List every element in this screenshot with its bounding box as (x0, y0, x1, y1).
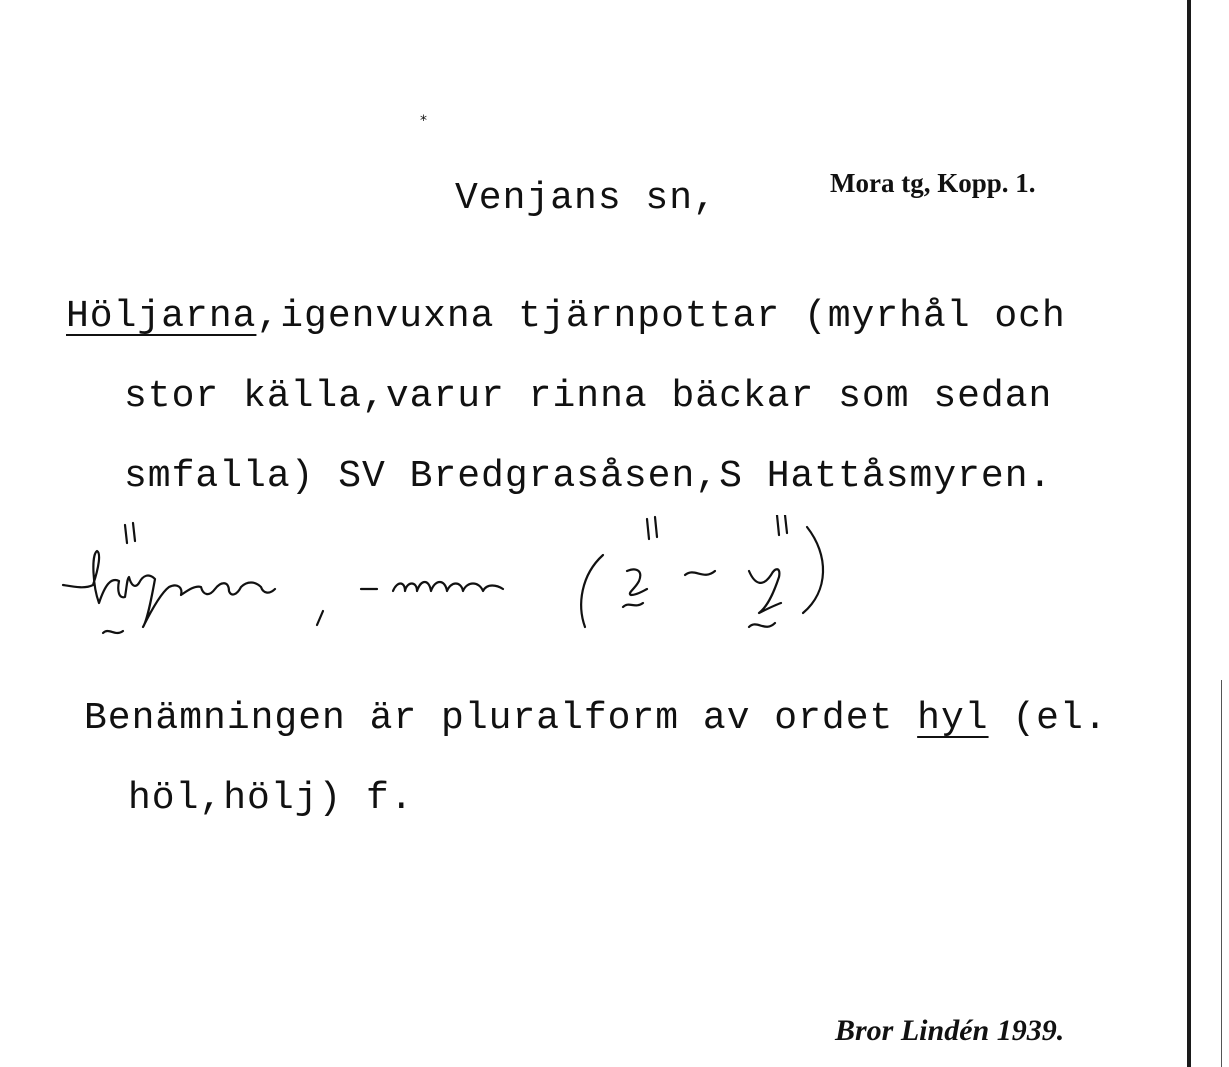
entry-line-1-rest: ,igenvuxna tjärnpottar (myrhål och (256, 295, 1066, 338)
note-line-1-post: (el. (988, 697, 1108, 740)
ink-speck: * (420, 113, 427, 129)
card-edge-thin (1221, 680, 1222, 1067)
entry-line-2: stor källa,varur rinna bäckar som sedan (124, 375, 1053, 418)
entry-line-1 (66, 295, 1066, 338)
entry-line-3: smfalla) SV Bredgrasåsen,S Hattåsmyren. (124, 455, 1053, 498)
handwritten-pronunciation (55, 515, 845, 655)
note-line-1-pre: Benämningen är pluralform av ordet (84, 697, 918, 740)
parish-name: Venjans sn, (455, 177, 717, 220)
headword: Höljarna (66, 295, 257, 338)
signature: Bror Lindén 1939. (835, 1014, 1065, 1047)
district-stamp: Mora tg, Kopp. 1. (830, 168, 1036, 198)
note-word-hyl: hyl (917, 697, 989, 740)
card-edge (1187, 0, 1191, 1067)
note-line-2: höl,hölj) f. (128, 777, 414, 820)
note-line-1 (84, 697, 1108, 740)
